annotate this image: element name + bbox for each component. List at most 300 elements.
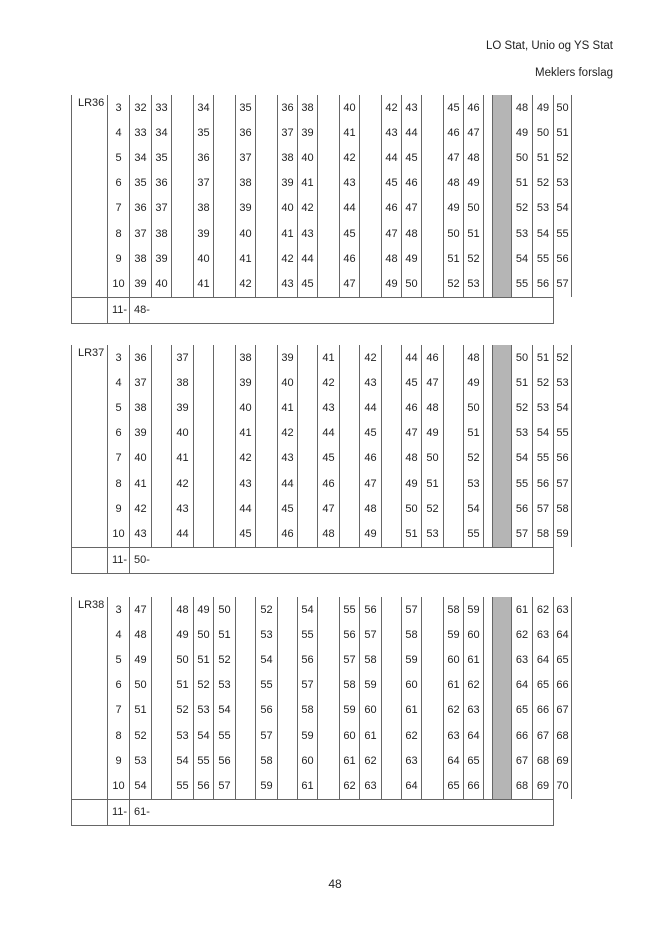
table-cell: 42 (172, 471, 194, 496)
footer-step: 11- (108, 547, 130, 574)
step-cell: 4 (108, 370, 130, 395)
table-cell: 51 (512, 370, 533, 395)
table-cell (214, 370, 236, 395)
table-cell: 44 (340, 196, 360, 221)
table-cell (484, 145, 493, 170)
table-cell: 36 (130, 196, 152, 221)
table-cell: 42 (360, 345, 382, 370)
table-cell (422, 246, 444, 271)
table-cell: 51 (512, 171, 533, 196)
gray-divider (493, 698, 512, 723)
table-cell: 45 (382, 171, 402, 196)
table-cell: 40 (278, 196, 298, 221)
table-cell: 41 (278, 221, 298, 246)
table-cell: 38 (152, 221, 172, 246)
table-cell: 52 (512, 395, 533, 420)
step-cell: 3 (108, 597, 130, 622)
table-cell: 44 (236, 496, 256, 521)
table-cell: 59 (554, 521, 572, 547)
table-cell (256, 271, 278, 297)
table-row (72, 698, 572, 723)
table-cell (484, 196, 493, 221)
table-cell (214, 395, 236, 420)
table-cell: 45 (402, 145, 422, 170)
table-cell: 61 (360, 723, 382, 748)
table-cell: 64 (464, 723, 484, 748)
table-cell (422, 271, 444, 297)
table-cell: 59 (402, 647, 422, 672)
table-cell: 50 (464, 196, 484, 221)
table-cell: 59 (256, 773, 278, 799)
step-cell: 10 (108, 773, 130, 799)
step-cell: 7 (108, 196, 130, 221)
table-row (72, 120, 572, 145)
table-cell (172, 120, 194, 145)
table-row (72, 95, 572, 120)
table-cell: 58 (256, 748, 278, 773)
table-cell (422, 221, 444, 246)
footer-value: 50- (130, 547, 554, 574)
step-cell: 4 (108, 622, 130, 647)
table-cell (214, 95, 236, 120)
gray-divider (493, 145, 512, 170)
table-cell (318, 145, 340, 170)
table-cell: 34 (152, 120, 172, 145)
table-cell: 65 (554, 647, 572, 672)
table-cell (444, 521, 464, 547)
table-cell: 65 (464, 748, 484, 773)
table-cell (484, 395, 493, 420)
gray-divider (493, 95, 512, 120)
table-cell: 55 (554, 221, 572, 246)
step-cell: 6 (108, 171, 130, 196)
table-cell: 50 (554, 95, 572, 120)
table-cell: 57 (554, 271, 572, 297)
table-cell (256, 471, 278, 496)
table-cell: 53 (533, 395, 554, 420)
table-cell: 40 (130, 446, 152, 471)
table-cell (236, 773, 256, 799)
page-number: 48 (328, 877, 342, 891)
table-cell: 53 (422, 521, 444, 547)
step-cell: 8 (108, 221, 130, 246)
table-cell (318, 748, 340, 773)
table-cell: 38 (236, 171, 256, 196)
table-cell: 46 (402, 171, 422, 196)
table-row (72, 246, 572, 271)
table-cell: 62 (402, 723, 422, 748)
step-cell: 3 (108, 345, 130, 370)
step-cell: 9 (108, 748, 130, 773)
table-cell: 45 (278, 496, 298, 521)
table-cell: 53 (512, 221, 533, 246)
table-cell (484, 597, 493, 622)
footer-step: 11- (108, 297, 130, 324)
table-cell: 36 (152, 171, 172, 196)
table-cell (214, 471, 236, 496)
table-cell: 37 (130, 221, 152, 246)
table-cell: 50 (130, 673, 152, 698)
table-cell: 55 (194, 748, 214, 773)
table-cell: 40 (298, 145, 318, 170)
table-cell: 55 (340, 597, 360, 622)
gray-divider (493, 246, 512, 271)
table-cell: 64 (402, 773, 422, 799)
footer-step: 11- (108, 799, 130, 826)
table-cell (152, 496, 172, 521)
table-cell (382, 773, 402, 799)
step-cell: 4 (108, 120, 130, 145)
table-cell: 63 (533, 622, 554, 647)
table-cell (152, 395, 172, 420)
table-cell: 40 (236, 395, 256, 420)
table-cell (194, 421, 214, 446)
table-cell: 55 (533, 246, 554, 271)
table-cell: 46 (360, 446, 382, 471)
table-cell (298, 471, 318, 496)
table-cell: 58 (360, 647, 382, 672)
table-cell (236, 748, 256, 773)
table-cell: 47 (402, 421, 422, 446)
table-cell: 64 (533, 647, 554, 672)
table-cell: 52 (444, 271, 464, 297)
table-cell: 37 (152, 196, 172, 221)
table-cell: 39 (278, 345, 298, 370)
table-cell: 37 (236, 145, 256, 170)
table-cell (214, 496, 236, 521)
table-cell: 49 (130, 647, 152, 672)
table-cell: 57 (554, 471, 572, 496)
table-cell: 66 (512, 723, 533, 748)
table-cell: 60 (402, 673, 422, 698)
table-cell (382, 471, 402, 496)
table-cell (278, 597, 298, 622)
table-cell (256, 246, 278, 271)
step-cell: 3 (108, 95, 130, 120)
header-line-1: LO Stat, Unio og YS Stat (486, 40, 613, 52)
table-cell: 62 (444, 698, 464, 723)
table-cell (214, 145, 236, 170)
table-cell (382, 698, 402, 723)
table-cell: 63 (444, 723, 464, 748)
table-cell: 58 (444, 597, 464, 622)
table-row (72, 647, 572, 672)
table-cell: 37 (172, 345, 194, 370)
table-cell: 55 (512, 271, 533, 297)
table-cell (484, 446, 493, 471)
table-cell: 62 (360, 748, 382, 773)
table-cell: 56 (340, 622, 360, 647)
table-cell (152, 773, 172, 799)
table-cell: 49 (422, 421, 444, 446)
table-cell (382, 597, 402, 622)
table-cell: 55 (214, 723, 236, 748)
table-cell: 67 (554, 698, 572, 723)
table-cell (382, 395, 402, 420)
table-cell: 54 (130, 773, 152, 799)
table-cell (340, 395, 360, 420)
table-cell (422, 95, 444, 120)
table-cell: 46 (464, 95, 484, 120)
table-cell: 69 (533, 773, 554, 799)
table-cell: 59 (464, 597, 484, 622)
table-cell: 50 (194, 622, 214, 647)
footer-value: 48- (130, 297, 554, 324)
table-cell (152, 673, 172, 698)
table-cell: 47 (382, 221, 402, 246)
table-cell (422, 647, 444, 672)
table-cell: 35 (194, 120, 214, 145)
table-cell (444, 496, 464, 521)
table-cell: 66 (464, 773, 484, 799)
table-cell (484, 773, 493, 799)
salary-table-lr36 (71, 95, 572, 324)
table-cell: 39 (236, 196, 256, 221)
table-cell (340, 370, 360, 395)
table-cell: 39 (236, 370, 256, 395)
table-cell: 37 (278, 120, 298, 145)
gray-divider (493, 597, 512, 622)
table-cell: 60 (298, 748, 318, 773)
footer-blank (72, 547, 108, 574)
table-cell: 54 (512, 246, 533, 271)
table-row (72, 496, 572, 521)
table-cell: 54 (256, 647, 278, 672)
table-cell: 68 (533, 748, 554, 773)
table-cell (422, 673, 444, 698)
table-cell (172, 271, 194, 297)
gray-divider (493, 673, 512, 698)
table-cell: 55 (464, 521, 484, 547)
table-cell: 52 (130, 723, 152, 748)
table-row (72, 421, 572, 446)
table-cell (422, 723, 444, 748)
table-cell (422, 622, 444, 647)
table-cell: 57 (256, 723, 278, 748)
table-cell: 41 (298, 171, 318, 196)
table-cell (318, 271, 340, 297)
table-cell (214, 120, 236, 145)
table-cell: 67 (533, 723, 554, 748)
table-cell (422, 773, 444, 799)
table-cell: 56 (533, 471, 554, 496)
table-cell (318, 120, 340, 145)
table-cell: 44 (360, 395, 382, 420)
table-cell: 41 (194, 271, 214, 297)
table-cell: 53 (512, 421, 533, 446)
table-cell (298, 395, 318, 420)
table-cell: 53 (464, 471, 484, 496)
table-cell: 42 (382, 95, 402, 120)
table-cell (382, 345, 402, 370)
table-cell: 59 (360, 673, 382, 698)
table-cell: 36 (278, 95, 298, 120)
table-cell: 61 (444, 673, 464, 698)
table-cell: 51 (444, 246, 464, 271)
table-cell: 48 (382, 246, 402, 271)
table-cell: 49 (402, 471, 422, 496)
table-cell (152, 647, 172, 672)
gray-divider (493, 345, 512, 370)
table-cell: 41 (236, 246, 256, 271)
table-cell: 46 (340, 246, 360, 271)
table-cell: 48 (360, 496, 382, 521)
table-row (72, 521, 572, 547)
table-cell (484, 496, 493, 521)
table-cell: 65 (512, 698, 533, 723)
table-cell: 42 (278, 421, 298, 446)
table-cell: 61 (464, 647, 484, 672)
table-cell: 40 (194, 246, 214, 271)
table-cell: 60 (464, 622, 484, 647)
table-cell: 38 (278, 145, 298, 170)
table-cell: 57 (214, 773, 236, 799)
table-cell: 38 (236, 345, 256, 370)
table-cell (236, 622, 256, 647)
gray-divider (493, 748, 512, 773)
table-cell (256, 446, 278, 471)
table-cell: 34 (194, 95, 214, 120)
table-cell (360, 95, 382, 120)
table-cell: 56 (533, 271, 554, 297)
table-name: LR37 (72, 345, 108, 547)
table-cell (484, 622, 493, 647)
table-cell: 49 (444, 196, 464, 221)
table-cell: 41 (130, 471, 152, 496)
table-cell (340, 521, 360, 547)
table-cell: 52 (464, 246, 484, 271)
table-cell: 41 (236, 421, 256, 446)
table-cell (422, 748, 444, 773)
table-cell (382, 421, 402, 446)
table-cell (360, 171, 382, 196)
table-cell: 35 (130, 171, 152, 196)
table-cell (360, 196, 382, 221)
table-cell: 63 (554, 597, 572, 622)
table-cell: 51 (214, 622, 236, 647)
table-cell: 39 (172, 395, 194, 420)
table-cell: 57 (340, 647, 360, 672)
table-cell: 57 (298, 673, 318, 698)
table-row (72, 597, 572, 622)
table-cell: 49 (172, 622, 194, 647)
table-cell: 42 (278, 246, 298, 271)
table-cell (444, 421, 464, 446)
table-cell (340, 345, 360, 370)
table-cell: 69 (554, 748, 572, 773)
table-cell: 54 (554, 395, 572, 420)
step-cell: 7 (108, 446, 130, 471)
table-cell: 50 (402, 496, 422, 521)
table-cell: 48 (402, 446, 422, 471)
table-cell: 55 (554, 421, 572, 446)
table-name: LR38 (72, 597, 108, 799)
gray-divider (493, 622, 512, 647)
table-cell (340, 446, 360, 471)
table-cell: 57 (360, 622, 382, 647)
table-cell: 49 (512, 120, 533, 145)
table-cell: 40 (236, 221, 256, 246)
table-cell (172, 246, 194, 271)
table-cell: 70 (554, 773, 572, 799)
table-cell (382, 370, 402, 395)
table-cell: 44 (382, 145, 402, 170)
table-cell (256, 221, 278, 246)
table-cell (484, 471, 493, 496)
table-cell: 56 (298, 647, 318, 672)
table-cell: 46 (278, 521, 298, 547)
table-cell: 52 (554, 145, 572, 170)
table-cell: 51 (402, 521, 422, 547)
table-cell: 43 (130, 521, 152, 547)
table-cell (214, 246, 236, 271)
table-cell (152, 521, 172, 547)
table-cell: 48 (422, 395, 444, 420)
table-cell: 32 (130, 95, 152, 120)
table-cell: 55 (512, 471, 533, 496)
table-cell (382, 723, 402, 748)
table-cell: 60 (340, 723, 360, 748)
table-cell (422, 698, 444, 723)
table-cell: 53 (554, 370, 572, 395)
table-cell: 54 (533, 221, 554, 246)
table-cell: 54 (554, 196, 572, 221)
table-cell: 41 (172, 446, 194, 471)
table-cell: 56 (194, 773, 214, 799)
table-cell (152, 597, 172, 622)
table-cell (236, 723, 256, 748)
table-cell (340, 496, 360, 521)
table-cell: 52 (194, 673, 214, 698)
table-cell: 43 (278, 446, 298, 471)
table-cell: 56 (214, 748, 236, 773)
table-cell: 64 (512, 673, 533, 698)
gray-divider (493, 271, 512, 297)
table-cell: 52 (422, 496, 444, 521)
table-cell: 53 (172, 723, 194, 748)
table-cell (360, 120, 382, 145)
table-cell: 45 (402, 370, 422, 395)
table-row (72, 446, 572, 471)
table-cell: 49 (194, 597, 214, 622)
table-cell (152, 723, 172, 748)
table-cell: 68 (554, 723, 572, 748)
table-cell (382, 622, 402, 647)
table-cell: 47 (130, 597, 152, 622)
table-cell: 50 (533, 120, 554, 145)
table-name: LR36 (72, 95, 108, 297)
table-cell (214, 271, 236, 297)
table-cell (194, 496, 214, 521)
table-cell: 59 (444, 622, 464, 647)
table-cell: 64 (554, 622, 572, 647)
table-cell: 63 (512, 647, 533, 672)
table-cell (444, 345, 464, 370)
table-cell (256, 120, 278, 145)
table-cell: 44 (318, 421, 340, 446)
table-cell: 63 (464, 698, 484, 723)
table-cell (152, 345, 172, 370)
table-cell: 57 (402, 597, 422, 622)
table-cell: 59 (340, 698, 360, 723)
table-cell: 57 (512, 521, 533, 547)
gray-divider (493, 120, 512, 145)
table-cell: 45 (444, 95, 464, 120)
table-cell (278, 647, 298, 672)
table-cell (152, 421, 172, 446)
table-cell: 48 (464, 145, 484, 170)
table-cell (278, 773, 298, 799)
